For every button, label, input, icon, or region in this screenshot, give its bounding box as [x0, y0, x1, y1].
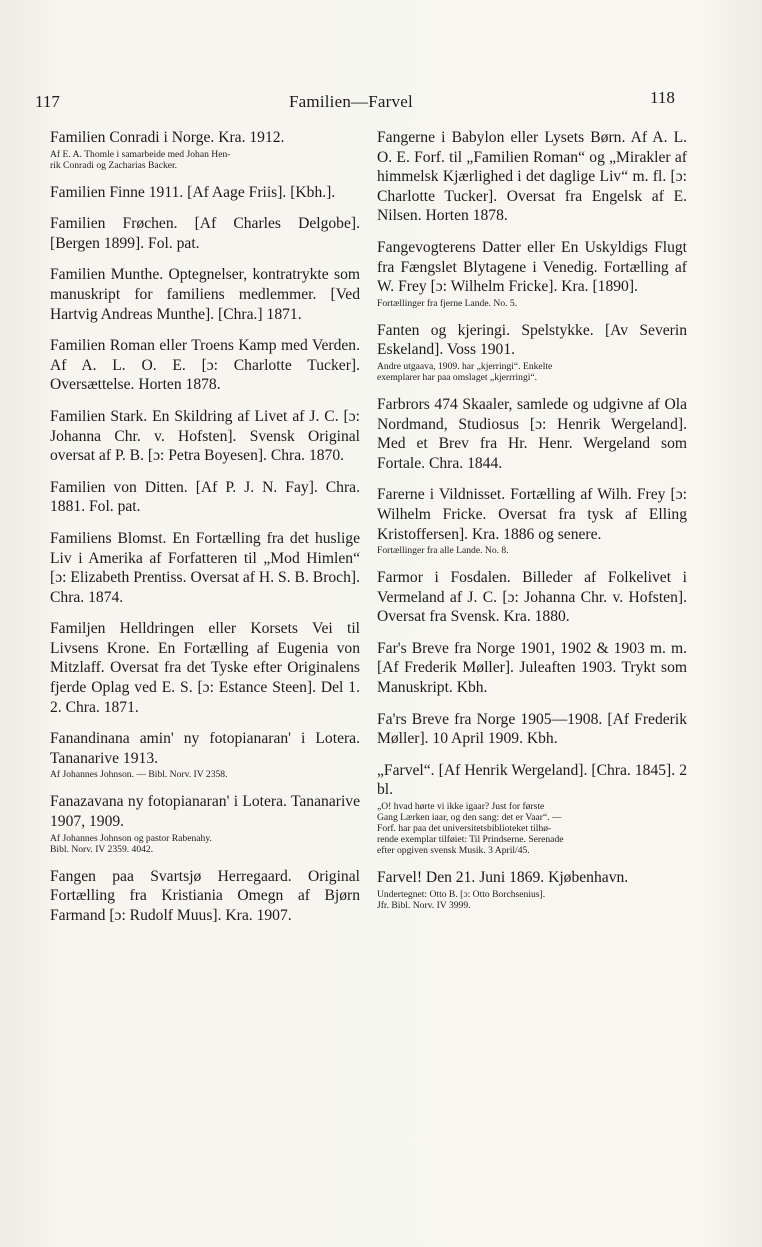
catalog-entry — [50, 336, 360, 395]
entry-title: Familien Roman eller Troens Kamp med Verden. Af A. L. O. E. [ɔ: Charlotte Tucker]. Oversættelse. Horten 1878. — [50, 337, 360, 394]
entry-note: Andre utgaava, 1909. har „kjerringi“. Enkelte exemplarer har paa omslaget „kjerrringi“. — [377, 360, 553, 383]
entry-note: „O! hvad hørte vi ikke igaar? Just for første Gang Lærken iaar, og den sang: det er Vaar“. — Forf. har paa det universitetsbiblioteket tilhø- rende exemplar tilføiet: Til Prindserne. Serenade efter opgiven svensk Musik. 3 April/45. — [377, 801, 564, 857]
entry-note: Fortællinger fra fjerne Lande. No. 5. — [377, 297, 518, 309]
page-number-left: 117 — [35, 92, 60, 111]
entry-title: Farerne i Vildnisset. Fortælling af Wilh. Frey [ɔ: Wilhelm Fricke. Oversat fra tysk af Elling Kristoffersen]. Kra. 1886 og senere. — [377, 486, 687, 543]
entry-note: Af E. A. Thomle i samarbeide med Johan Hen- rik Conradi og Zacharias Backer. — [50, 148, 231, 171]
entry-title: Far's Breve fra Norge 1901, 1902 & 1903 m. m. [Af Frederik Møller]. Juleaften 1903. Trykt som Manuskript. Kbh. — [377, 639, 687, 697]
catalog-entry — [377, 568, 687, 627]
catalog-entry — [377, 485, 687, 556]
catalog-entry — [377, 238, 687, 309]
catalog-entry — [377, 710, 687, 749]
catalog-entry — [50, 407, 360, 466]
entry-title: Fanten og kjeringi. Spelstykke. [Av Severin Eskeland]. Voss 1901. — [377, 321, 687, 359]
entry-note: Undertegnet: Otto B. [ɔ: Otto Borchsenius]. Jfr. Bibl. Norv. IV 3999. — [377, 888, 546, 911]
entry-note: Fortællinger fra alle Lande. No. 8. — [377, 545, 509, 557]
catalog-entry — [50, 265, 360, 324]
entry-title: Fangevogterens Datter eller En Uskyldigs Flugt fra Fængslet Blytagene i Venedig. Fortælling af W. Frey [ɔ: Wilhelm Fricke]. Kra. [1890]. — [377, 238, 687, 296]
entry-title: Farmor i Fosdalen. Billeder af Folkelivet i Vermeland af J. C. [ɔ: Johanna Chr. v. Hofsten]. Oversat fra Svensk. Kra. 1880. — [377, 569, 687, 626]
running-title: Familien—Farvel — [289, 92, 413, 111]
catalog-entry — [377, 395, 687, 473]
entry-title: Fa'rs Breve fra Norge 1905—1908. [Af Frederik Møller]. 10 April 1909. Kbh. — [377, 710, 687, 748]
catalog-entry — [50, 792, 360, 854]
catalog-entry — [377, 639, 687, 698]
page-number-right: 118 — [650, 88, 675, 107]
entry-title: Familjen Helldringen eller Korsets Vei til Livsens Krone. En Fortælling af Eugenia von Mitzlaff. Oversat fra det Tyske efter Originalens fjerde Oplag ved E. S. [ɔ: Estance Steen]. Del 1. 2. Chra. 1871. — [50, 620, 360, 716]
catalog-entry — [377, 128, 687, 226]
catalog-entry — [50, 478, 360, 517]
entry-title: Fanazavana ny fotopianaran' i Lotera. Tananarive 1907, 1909. — [50, 793, 360, 831]
catalog-entry — [50, 729, 360, 780]
entry-title: Fanandinana amin' ny fotopianaran' i Lotera. Tananarive 1913. — [50, 730, 360, 767]
entry-title: Familien Frøchen. [Af Charles Delgobe]. [Bergen 1899]. Fol. pat. — [50, 215, 360, 252]
right-column — [377, 128, 687, 923]
page-header — [0, 88, 762, 118]
entry-title: Familien Conradi i Norge. Kra. 1912. — [50, 129, 285, 146]
catalog-entry — [50, 128, 360, 171]
entry-title: Farbrors 474 Skaaler, samlede og udgivne af Ola Nordmand, Studiosus [ɔ: Henrik Wergeland]. Med et Brev fra Hr. Henr. Wergeland som Fortale. Chra. 1844. — [377, 395, 687, 472]
entry-title: Fangerne i Babylon eller Lysets Børn. Af A. L. O. E. Forf. til „Familien Roman“ og „Mirakler af himmelsk Kjærlighed i det daglige Liv“ m. fl. [ɔ: Charlotte Tucker]. Oversat fra Engelsk af E. Nilsen. Horten 1878. — [377, 129, 687, 225]
entry-title: „Farvel“. [Af Henrik Wergeland]. [Chra. 1845]. 2 bl. — [377, 761, 687, 799]
catalog-entry — [50, 867, 360, 926]
entry-title: Fangen paa Svartsjø Herregaard. Original Fortælling fra Kristiania Omegn af Bjørn Farmand [ɔ: Rudolf Muus]. Kra. 1907. — [50, 867, 360, 924]
catalog-entry — [377, 868, 687, 911]
catalog-entry — [50, 183, 360, 203]
entry-title: Familien Munthe. Optegnelser, kontratrykte som manuskript for familiens medlemmer. [Ved Hartvig Andreas Munthe]. [Chra.] 1871. — [50, 266, 360, 323]
entry-title: Familien von Ditten. [Af P. J. N. Fay]. Chra. 1881. Fol. pat. — [50, 478, 360, 516]
left-column — [50, 128, 360, 937]
entry-title: Familiens Blomst. En Fortælling fra det huslige Liv i Amerika af Forfatteren til „Mod Himlen“ [ɔ: Elizabeth Prentiss. Oversat af H. S. B. Broch]. Chra. 1874. — [50, 529, 360, 606]
catalog-entry — [50, 619, 360, 717]
catalog-entry — [377, 761, 687, 856]
catalog-entry — [377, 321, 687, 383]
catalog-entry — [50, 214, 360, 253]
entry-title: Familien Stark. En Skildring af Livet af J. C. [ɔ: Johanna Chr. v. Hofsten]. Svensk Original oversat af P. B. [ɔ: Petra Boyesen]. Chra. 1870. — [50, 407, 360, 465]
entry-title: Familien Finne 1911. [Af Aage Friis]. [Kbh.]. — [50, 183, 336, 201]
catalog-entry — [50, 529, 360, 607]
entry-note: Af Johannes Johnson og pastor Rabenahy. Bibl. Norv. IV 2359. 4042. — [50, 832, 212, 855]
entry-note: Af Johannes Johnson. — Bibl. Norv. IV 2358. — [50, 769, 228, 781]
entry-title: Farvel! Den 21. Juni 1869. Kjøbenhavn. — [377, 869, 629, 887]
